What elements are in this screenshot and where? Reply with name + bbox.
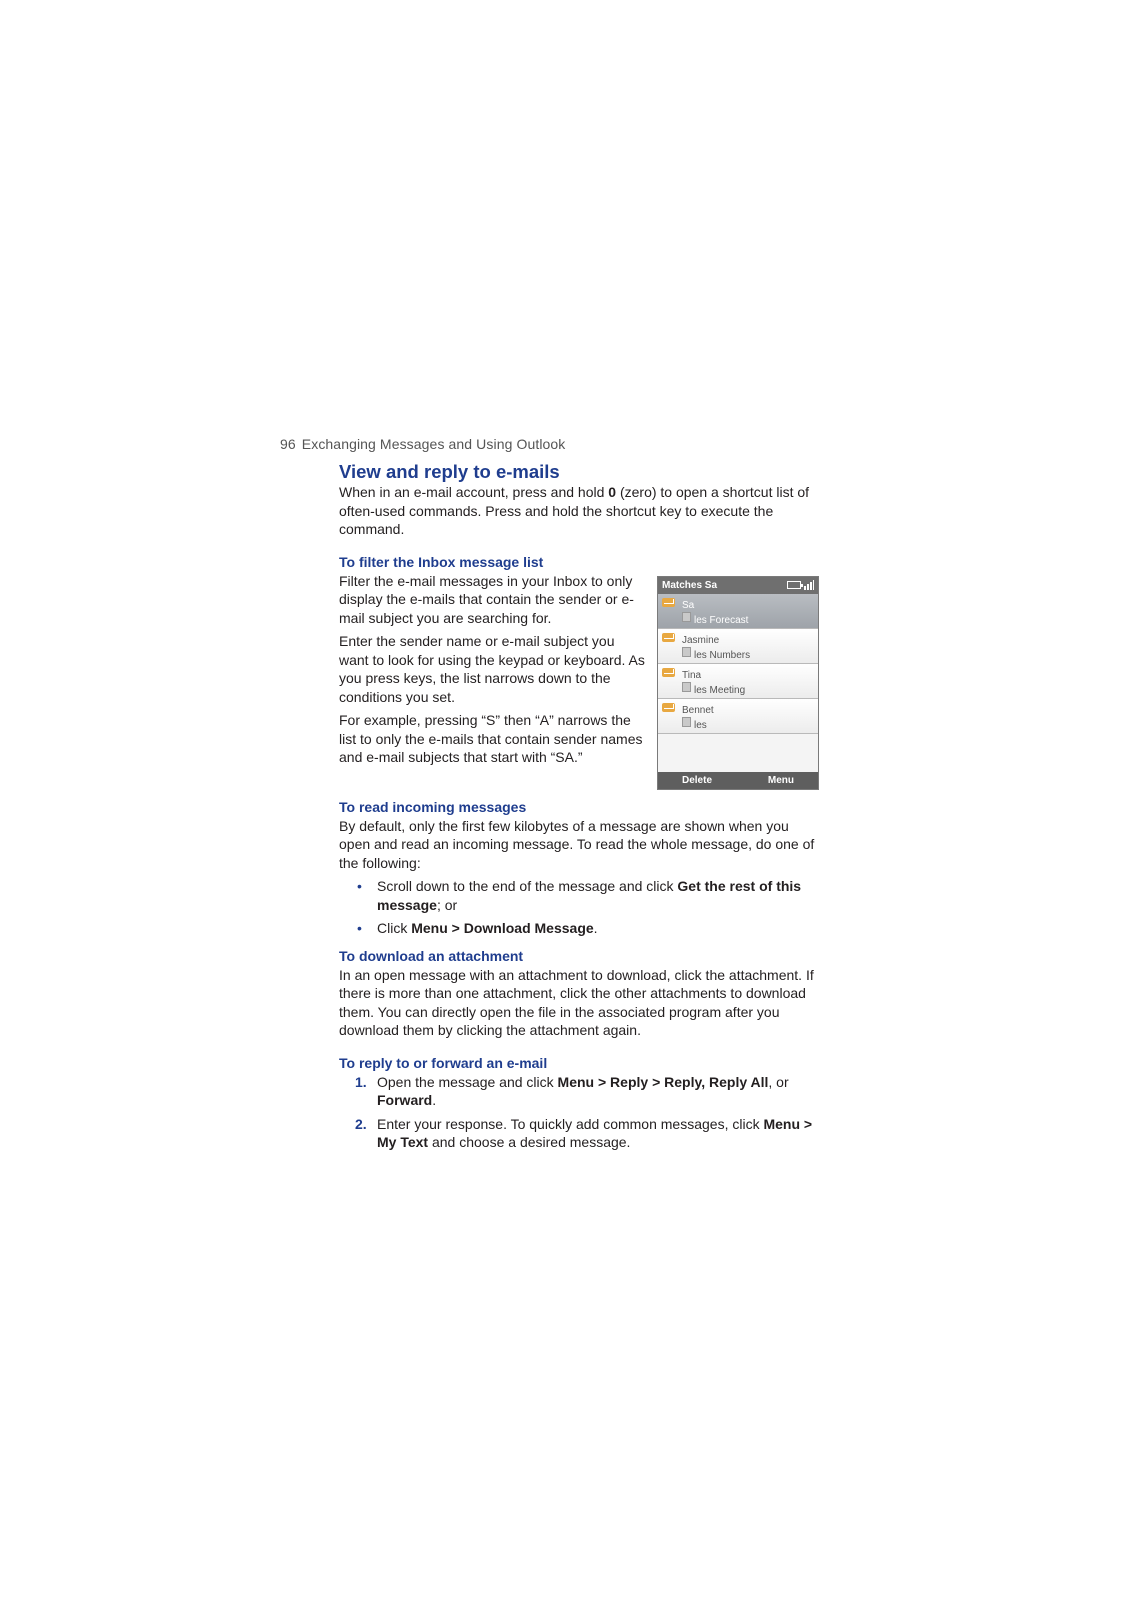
message-row: Jasmine les Numbers (658, 629, 818, 664)
attachment-heading: To download an attachment (339, 947, 524, 964)
softkey-right: Menu (767, 774, 794, 786)
running-header (280, 436, 565, 452)
envelope-icon (662, 633, 675, 642)
signal-icon (804, 580, 814, 590)
phone-title: Matches Sa (662, 579, 718, 591)
attachment-paragraph: In an open message with an attachment to download, click the attachment. If there is more than one attachment, click the other attachments to download them. You can directly open the file in the associated program after you download them by clicking the attachment again. (339, 966, 814, 1038)
envelope-icon (662, 598, 675, 607)
read-heading: To read incoming messages (339, 798, 527, 815)
filter-paragraph-1: Filter the e-mail messages in your Inbox to only display the e-mails that contain the sender or e-mail subject you are searching for. (339, 572, 634, 626)
list-item: • Scroll down to the end of the message and click Get the rest of this message; or (377, 877, 819, 914)
phone-screenshot (657, 576, 819, 790)
chapter-title: Exchanging Messages and Using Outlook (301, 436, 566, 452)
envelope-icon (662, 668, 675, 677)
message-row: Tina les Meeting (658, 664, 818, 699)
filter-heading: To filter the Inbox message list (339, 553, 544, 570)
envelope-icon (662, 703, 675, 712)
page-number: 96 (280, 436, 296, 452)
reply-heading: To reply to or forward an e-mail (339, 1054, 548, 1071)
list-item: 1. Open the message and click Menu > Reply > Reply, Reply All, or Forward. (355, 1073, 789, 1108)
phone-softkey-bar (658, 772, 818, 789)
attachment-icon (682, 612, 691, 622)
filter-paragraph-3: For example, pressing “S” then “A” narrows the list to only the e-mails that contain sender names and e-mail subjects that start with “SA.” (339, 712, 643, 765)
read-paragraph: By default, only the first few kilobytes of a message are shown when you open and read an incoming message. To read the whole message, do one of the following: (339, 817, 815, 871)
attachment-icon (682, 682, 691, 692)
intro-paragraph: When in an e-mail account, press and hold 0 (zero) to open a shortcut list of often-used commands. Press and hold the shortcut key to execute the command. (339, 484, 810, 537)
battery-icon (787, 581, 801, 589)
message-row: Bennet les (658, 699, 818, 734)
list-item: 2. Enter your response. To quickly add common messages, click Menu > My Text and choose a desired message. (355, 1115, 813, 1150)
reply-steps-list (339, 1073, 819, 1152)
read-options-list (339, 877, 819, 938)
attachment-icon (682, 647, 691, 657)
attachment-icon (682, 717, 691, 727)
filter-paragraph-2: Enter the sender name or e-mail subject you want to look for using the keypad or keyboard. As you press keys, the list narrows down to the conditions you set. (339, 633, 645, 705)
page-content (339, 461, 819, 1157)
message-row: Sa les Forecast (658, 594, 818, 629)
list-item: • Click Menu > Download Message. (377, 919, 819, 938)
softkey-left: Delete (682, 774, 713, 786)
section-title: View and reply to e-mails (339, 461, 560, 482)
phone-title-bar (658, 577, 818, 594)
